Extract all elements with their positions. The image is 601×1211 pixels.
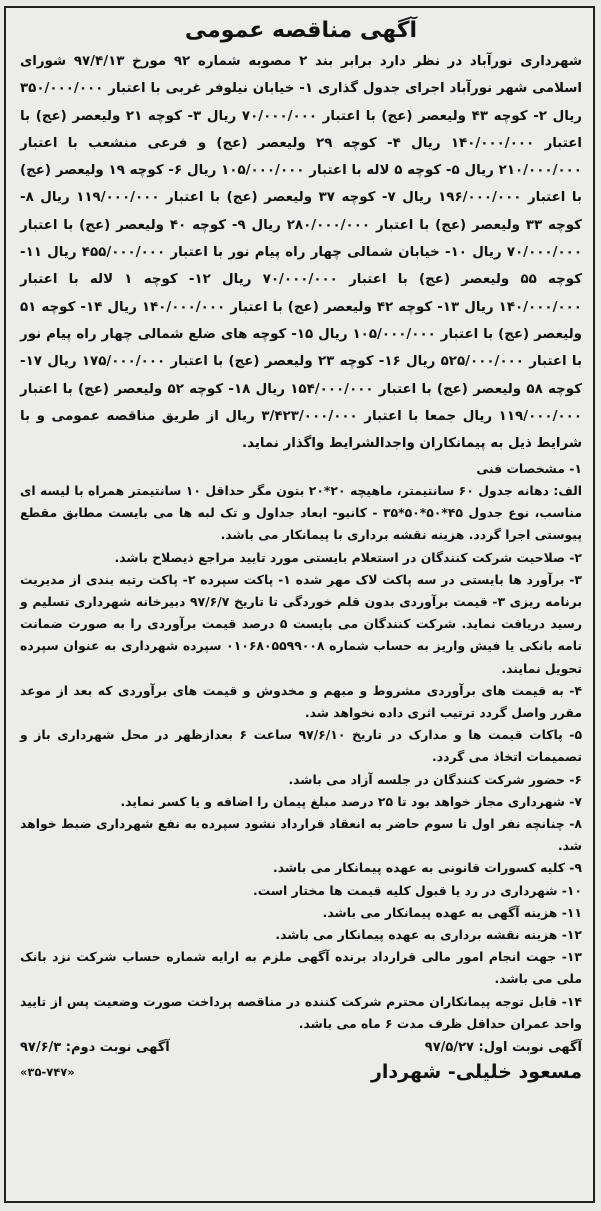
mayor-signature: مسعود خلیلی- شهردار — [370, 1061, 582, 1084]
condition-item-9: ۹- کلیه کسورات قانونی به عهده پیمانکار می باشد. — [272, 860, 582, 876]
second-publication-date: آگهی نوبت دوم: ۹۷/۶/۳ — [20, 1040, 170, 1056]
tender-notice — [20, 16, 582, 1085]
signature-line — [20, 1059, 582, 1085]
condition-item-3: ۳- برآورد ها بایستی در سه پاکت لاک مهر شده ۱- پاکت سپرده ۲- پاکت رتبه بندی از مدیریت برنامه ریزی ۳- قیمت برآوردی بدون قلم خوردگی تا تاریخ ۹۷/۶/۷ دبیرخانه شهرداری تسلیم و رسید دریافت نماید. شرکت کنندگان می بایست ۵ درصد قیمت برآوردی را به صورت ضمانت نامه بانکی یا فیش واریز به حساب شماره ۰۱۰۶۸۰۵۵۹۹۰۰۸ سپرده شهرداری به عنوان سپرده تحویل نمایند. — [20, 571, 582, 676]
condition-item-8: ۸- چنانچه نفر اول تا سوم حاضر به انعقاد قرارداد نشود سپرده به نفع شهرداری ضبط خواهد شد. — [20, 816, 582, 854]
condition-item-6: ۶- حضور شرکت کنندگان در جلسه آزاد می باشد. — [288, 771, 582, 787]
condition-item-14: ۱۴- قابل توجه پیمانکاران محترم شرکت کننده در مناقصه پرداخت صورت وضعیت پس از تایید واحد عمران حداقل ظرف مدت ۶ ماه می باشد. — [20, 993, 582, 1031]
condition-item-5: ۵- پاکات قیمت ها و مدارک در تاریخ ۹۷/۶/۱۰ ساعت ۶ بعدازظهر در محل شهرداری باز و تصمیمات اتخاذ می گردد. — [20, 727, 583, 765]
publication-dates — [20, 1037, 582, 1059]
technical-specs-heading: ۱- مشخصات فنی — [476, 461, 582, 477]
notice-intro: شهرداری نورآباد در نظر دارد برابر بند ۲ مصوبه شماره ۹۲ مورخ ۹۷/۴/۱۳ شورای اسلامی شهر نورآباد اجرای جدول گذاری ۱- خیابان نیلوفر غربی با اعتبار ۳۵۰/۰۰۰/۰۰۰ ریال ۲- کوچه ۴۳ ولیعصر (عج) با اعتبار ۷۰/۰۰۰/۰۰۰ ریال ۳- کوچه ۲۱ ولیعصر (عج) با اعتبار ۱۴۰/۰۰۰/۰۰۰ ریال ۴- کوچه ۲۹ ولیعصر (عج) و فرعی منشعب با اعتبار ۲۱۰/۰۰۰/۰۰۰ ریال ۵- کوچه ۵ لاله با اعتبار ۱۰۵/۰۰۰/۰۰۰ ریال ۶- کوچه ۱۹ ولیعصر (عج) با اعتبار ۱۹۶/۰۰۰/۰۰۰ ریال ۷- کوچه ۳۷ ولیعصر (عج) با اعتبار ۱۱۹/۰۰۰/۰۰۰ ریال ۸- کوچه ۳۳ ولیعصر (عج) با اعتبار ۲۸۰/۰۰۰/۰۰۰ ریال ۹- کوچه ۴۰ ولیعصر (عج) با اعتبار ۷۰/۰۰۰/۰۰۰ ریال ۱۰- خیابان شمالی چهار راه پیام نور با اعتبار ۴۵۵/۰۰۰/۰۰۰ ریال ۱۱- کوچه ۵۵ ولیعصر (عج) با اعتبار ۷۰/۰۰۰/۰۰۰ ریال ۱۲- کوچه ۱ لاله با اعتبار ۱۴۰/۰۰۰/۰۰۰ ریال ۱۳- کوچه ۴۲ ولیعصر (عج) با اعتبار ۱۴۰/۰۰۰/۰۰۰ ریال ۱۴- کوچه ۵۱ ولیعصر (عج) با اعتبار ۱۰۵/۰۰۰/۰۰۰ ریال ۱۵- کوچه های ضلع شمالی چهار راه پیام نور با اعتبار ۵۲۵/۰۰۰/۰۰۰ ریال ۱۶- کوچه ۲۳ ولیعصر (عج) با اعتبار ۱۷۵/۰۰۰/۰۰۰ ریال ۱۷- کوچه ۵۸ ولیعصر (عج) با اعتبار ۱۵۴/۰۰۰/۰۰۰ ریال ۱۸- کوچه ۵۲ ولیعصر (عج) با اعتبار ۱۱۹/۰۰۰/۰۰۰ ریال جمعا با اعتبار ۳/۴۲۳/۰۰۰/۰۰۰ ریال از طریق مناقصه عمومی و با شرایط ذیل به پیمانکاران واجدالشرایط واگذار نماید. — [20, 54, 583, 452]
condition-item-13: ۱۳- جهت انجام امور مالی قرارداد برنده آگهی ملزم به ارایه شماره حساب شرکت نزد بانک ملی می باشد. — [20, 949, 582, 987]
first-publication-date: آگهی نوبت اول: ۹۷/۵/۲۷ — [424, 1040, 582, 1056]
notice-title: آگهی مناقصه عمومی — [184, 18, 418, 43]
condition-item-12: ۱۲- هزینه نقشه برداری به عهده پیمانکار می باشد. — [275, 927, 582, 943]
condition-item-4: ۴- به قیمت های برآوردی مشروط و مبهم و مخدوش و قیمت های برآوردی که بعد از موعد مقرر واصل گردد ترتیب اثری داده نخواهد شد. — [20, 682, 582, 720]
condition-item-10: ۱۰- شهرداری در رد یا قبول کلیه قیمت ها مختار است. — [253, 882, 582, 898]
condition-item-a: الف: دهانه جدول ۶۰ سانتیمتر، ماهیچه ۲۰*۲۰ بتون مگر حداقل ۱۰ سانتیمتر همراه با لیسه ای مناسب، نوع جدول ۴۵*۵۰*۵۰*۳۵ - کانیو- ابعاد جداول و تک لبه ها می بایست مطابق مقطع پیوستی اجرا گردد. هزینه نقشه برداری با پیمانکار می باشد. — [20, 482, 582, 543]
condition-item-11: ۱۱- هزینه آگهی به عهده پیمانکار می باشد. — [322, 904, 582, 920]
condition-item-2: ۲- صلاحیت شرکت کنندگان در استعلام بایستی مورد تایید مراجع ذیصلاح باشد. — [114, 549, 582, 565]
notice-frame — [4, 6, 595, 1203]
reference-code: «۳۵-۷۴۷» — [20, 1065, 75, 1080]
condition-item-7: ۷- شهرداری مجاز خواهد بود تا ۲۵ درصد مبلغ پیمان را اضافه و یا کسر نماید. — [120, 793, 582, 809]
